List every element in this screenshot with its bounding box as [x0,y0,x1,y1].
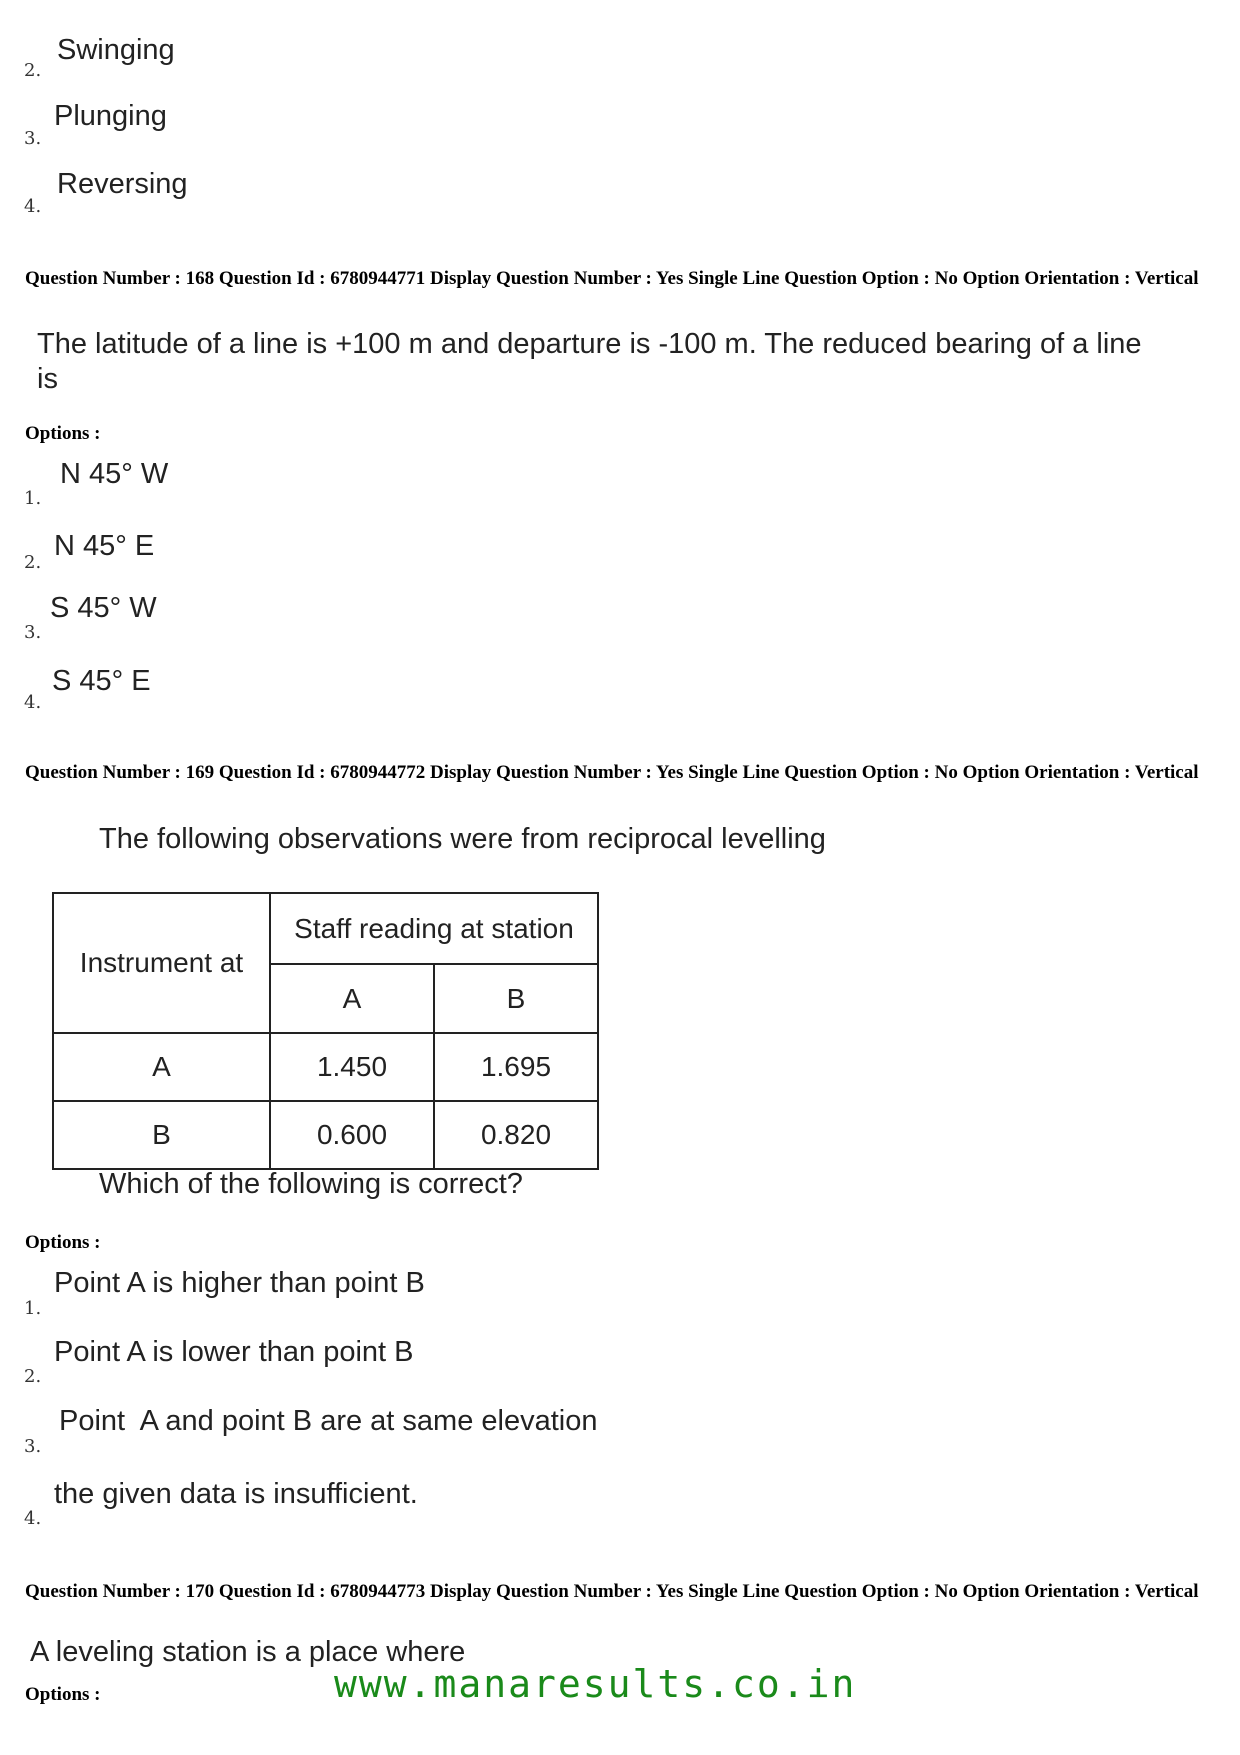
q168-option-3-text: S 45° W [50,592,157,624]
q168-option-1-number: 1. [24,488,42,509]
q169-intro: The following observations were from reciprocal levelling [99,823,826,855]
table-cell-a: 1.450 [270,1033,434,1101]
q170-options-label: Options : [25,1684,101,1705]
q167-option-3-text: Plunging [54,100,167,132]
table-row [53,1101,598,1169]
q170-meta: Question Number : 170 Question Id : 6780944773 Display Question Number : Yes Single Line Question Option : No Option Orientation : Vertical [25,1581,1199,1602]
table-row [53,1033,598,1101]
q169-question: Which of the following is correct? [99,1168,523,1200]
reciprocal-levelling-table [52,892,599,1170]
table-header-instrument: Instrument at [53,893,270,1033]
q169-option-4-text: the given data is insufficient. [54,1478,418,1510]
q167-option-2-number: 2. [24,60,42,81]
q168-options-label: Options : [25,423,101,444]
q168-question-line1: The latitude of a line is +100 m and departure is -100 m. The reduced bearing of a line [37,328,1142,360]
table-cell-a: 0.600 [270,1101,434,1169]
q168-meta: Question Number : 168 Question Id : 6780944771 Display Question Number : Yes Single Line Question Option : No Option Orientation : Vertical [25,268,1199,289]
q169-option-2-number: 2. [24,1366,42,1387]
table-header-staff-reading: Staff reading at station [270,893,598,964]
table-cell-b: 1.695 [434,1033,598,1101]
q168-option-4-number: 4. [24,692,42,713]
q168-question-line2: is [37,363,58,395]
q169-option-3-text: Point A and point B are at same elevation [59,1405,598,1437]
table-cell-instrument: A [53,1033,270,1101]
q167-option-4-text: Reversing [57,168,188,200]
q169-option-1-number: 1. [24,1298,42,1319]
q170-question: A leveling station is a place where [30,1636,466,1668]
q169-options-label: Options : [25,1232,101,1253]
q168-option-2-text: N 45° E [54,530,155,562]
table-subheader-b: B [434,964,598,1033]
q168-option-4-text: S 45° E [52,665,151,697]
q168-option-3-number: 3. [24,622,42,643]
table-cell-b: 0.820 [434,1101,598,1169]
q167-option-4-number: 4. [24,196,42,217]
table-cell-instrument: B [53,1101,270,1169]
table-subheader-a: A [270,964,434,1033]
q169-option-4-number: 4. [24,1508,42,1529]
q168-option-1-text: N 45° W [60,458,169,490]
q167-option-2-text: Swinging [57,34,175,66]
site-watermark: www.manaresults.co.in [334,1662,857,1706]
q169-option-1-text: Point A is higher than point B [54,1267,425,1299]
q169-meta: Question Number : 169 Question Id : 6780944772 Display Question Number : Yes Single Line Question Option : No Option Orientation : Vertical [25,762,1199,783]
q168-option-2-number: 2. [24,552,42,573]
q169-option-2-text: Point A is lower than point B [54,1336,414,1368]
q169-option-3-number: 3. [24,1436,42,1457]
q167-option-3-number: 3. [24,128,42,149]
